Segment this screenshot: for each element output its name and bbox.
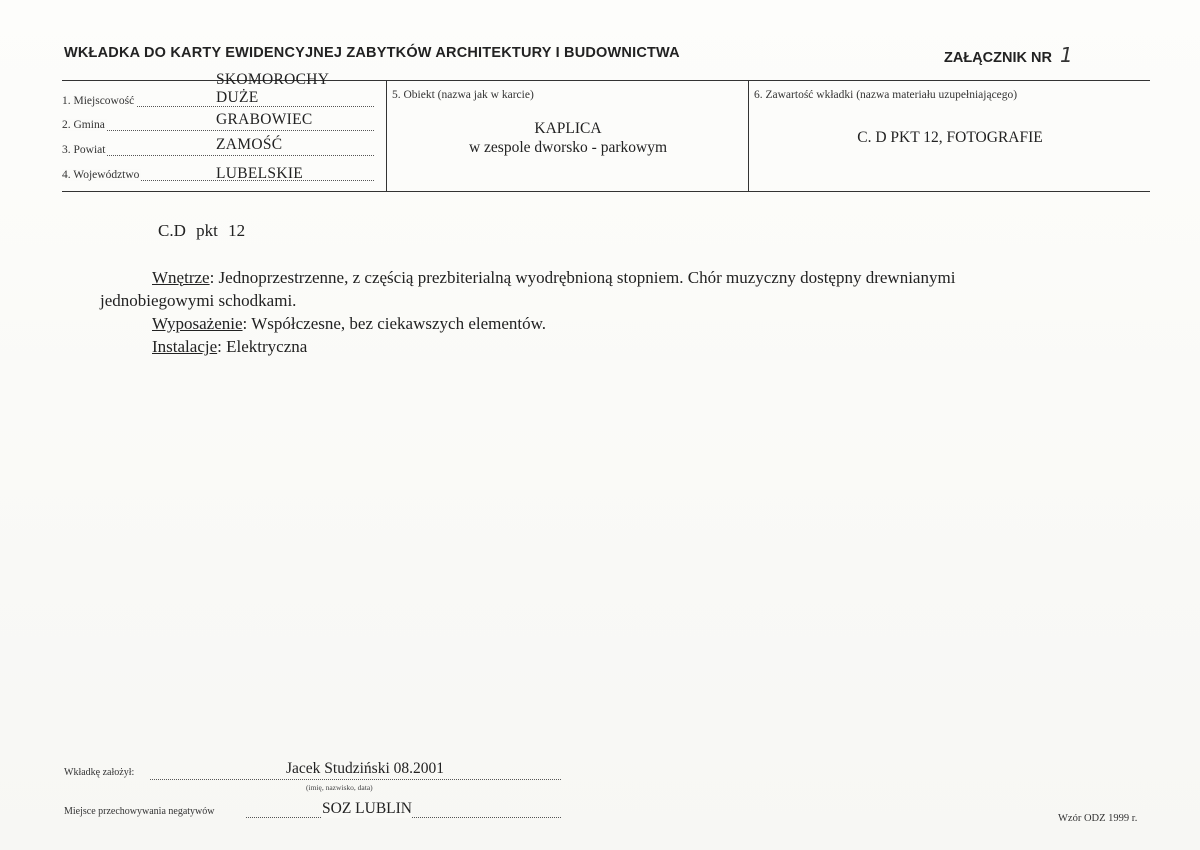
- dotted-line: [62, 154, 374, 156]
- field-wojewodztwo: [62, 161, 374, 185]
- negatives-value: SOZ LUBLIN: [322, 800, 412, 817]
- field-value: GRABOWIEC: [216, 111, 313, 128]
- wyposazenie-text: : Współczesne, bez ciekawszych elementów.: [242, 314, 547, 333]
- content-value: C. D PKT 12, FOTOGRAFIE: [857, 129, 1043, 146]
- object-label: 5. Obiekt (nazwa jak w karcie): [392, 89, 534, 101]
- paragraph-wyposazenie: [100, 312, 1060, 335]
- field-value: ZAMOŚĆ: [216, 136, 283, 153]
- founder-hint: (imię, nazwisko, data): [306, 783, 373, 792]
- annex-label: ZAŁĄCZNIK NR: [944, 50, 1052, 66]
- description-body: [100, 266, 1060, 358]
- instalacje-label: Instalacje: [152, 337, 218, 356]
- field-label: 3. Powiat: [62, 144, 106, 156]
- dotted-line: [62, 129, 374, 131]
- field-powiat: [62, 136, 374, 160]
- instalacje-text: : Elektryczna: [217, 337, 308, 356]
- paragraph-instalacje: [100, 335, 1060, 358]
- column-divider: [748, 81, 749, 191]
- object-name-line1: KAPLICA: [534, 120, 602, 137]
- field-value: SKOMOROCHY DUŻE: [216, 71, 329, 106]
- field-label: 1. Miejscowość: [62, 95, 135, 107]
- content-label: 6. Zawartość wkładki (nazwa materiału uzupełniającego): [754, 89, 1018, 101]
- column-divider: [386, 81, 387, 191]
- document-title: WKŁADKA DO KARTY EWIDENCYJNEJ ZABYTKÓW ARCHITEKTURY I BUDOWNICTWA: [64, 45, 680, 61]
- founder-value: Jacek Studziński 08.2001: [286, 760, 444, 777]
- template-version: Wzór ODZ 1999 r.: [1058, 813, 1138, 824]
- annex-number: 1: [1059, 43, 1073, 67]
- section-reference: C.D pkt 12: [158, 221, 246, 240]
- field-gmina: [62, 111, 374, 135]
- annex-heading: [944, 43, 1073, 67]
- founder-line: [150, 778, 561, 780]
- field-miejscowosc: [62, 71, 374, 111]
- object-name-line2: w zespole dworsko - parkowym: [468, 139, 667, 156]
- wnetrze-label: Wnętrze: [152, 268, 210, 287]
- field-value: LUBELSKIE: [216, 165, 304, 182]
- founder-label: Wkładkę założył:: [64, 767, 135, 778]
- wyposazenie-label: Wyposażenie: [152, 314, 243, 333]
- negatives-label: Miejsce przechowywania negatywów: [64, 806, 215, 817]
- wnetrze-text: : Jednoprzestrzenne, z częścią prezbiterialną wyodrębnioną stopniem. Chór muzyczny dostępny drewnianymi jednobiegowymi schodkami.: [100, 268, 956, 310]
- field-label: 2. Gmina: [62, 119, 105, 131]
- field-label: 4. Województwo: [62, 169, 140, 181]
- paragraph-wnetrze: [100, 266, 1060, 312]
- object-name: [388, 119, 748, 157]
- metadata-table: [62, 71, 1150, 192]
